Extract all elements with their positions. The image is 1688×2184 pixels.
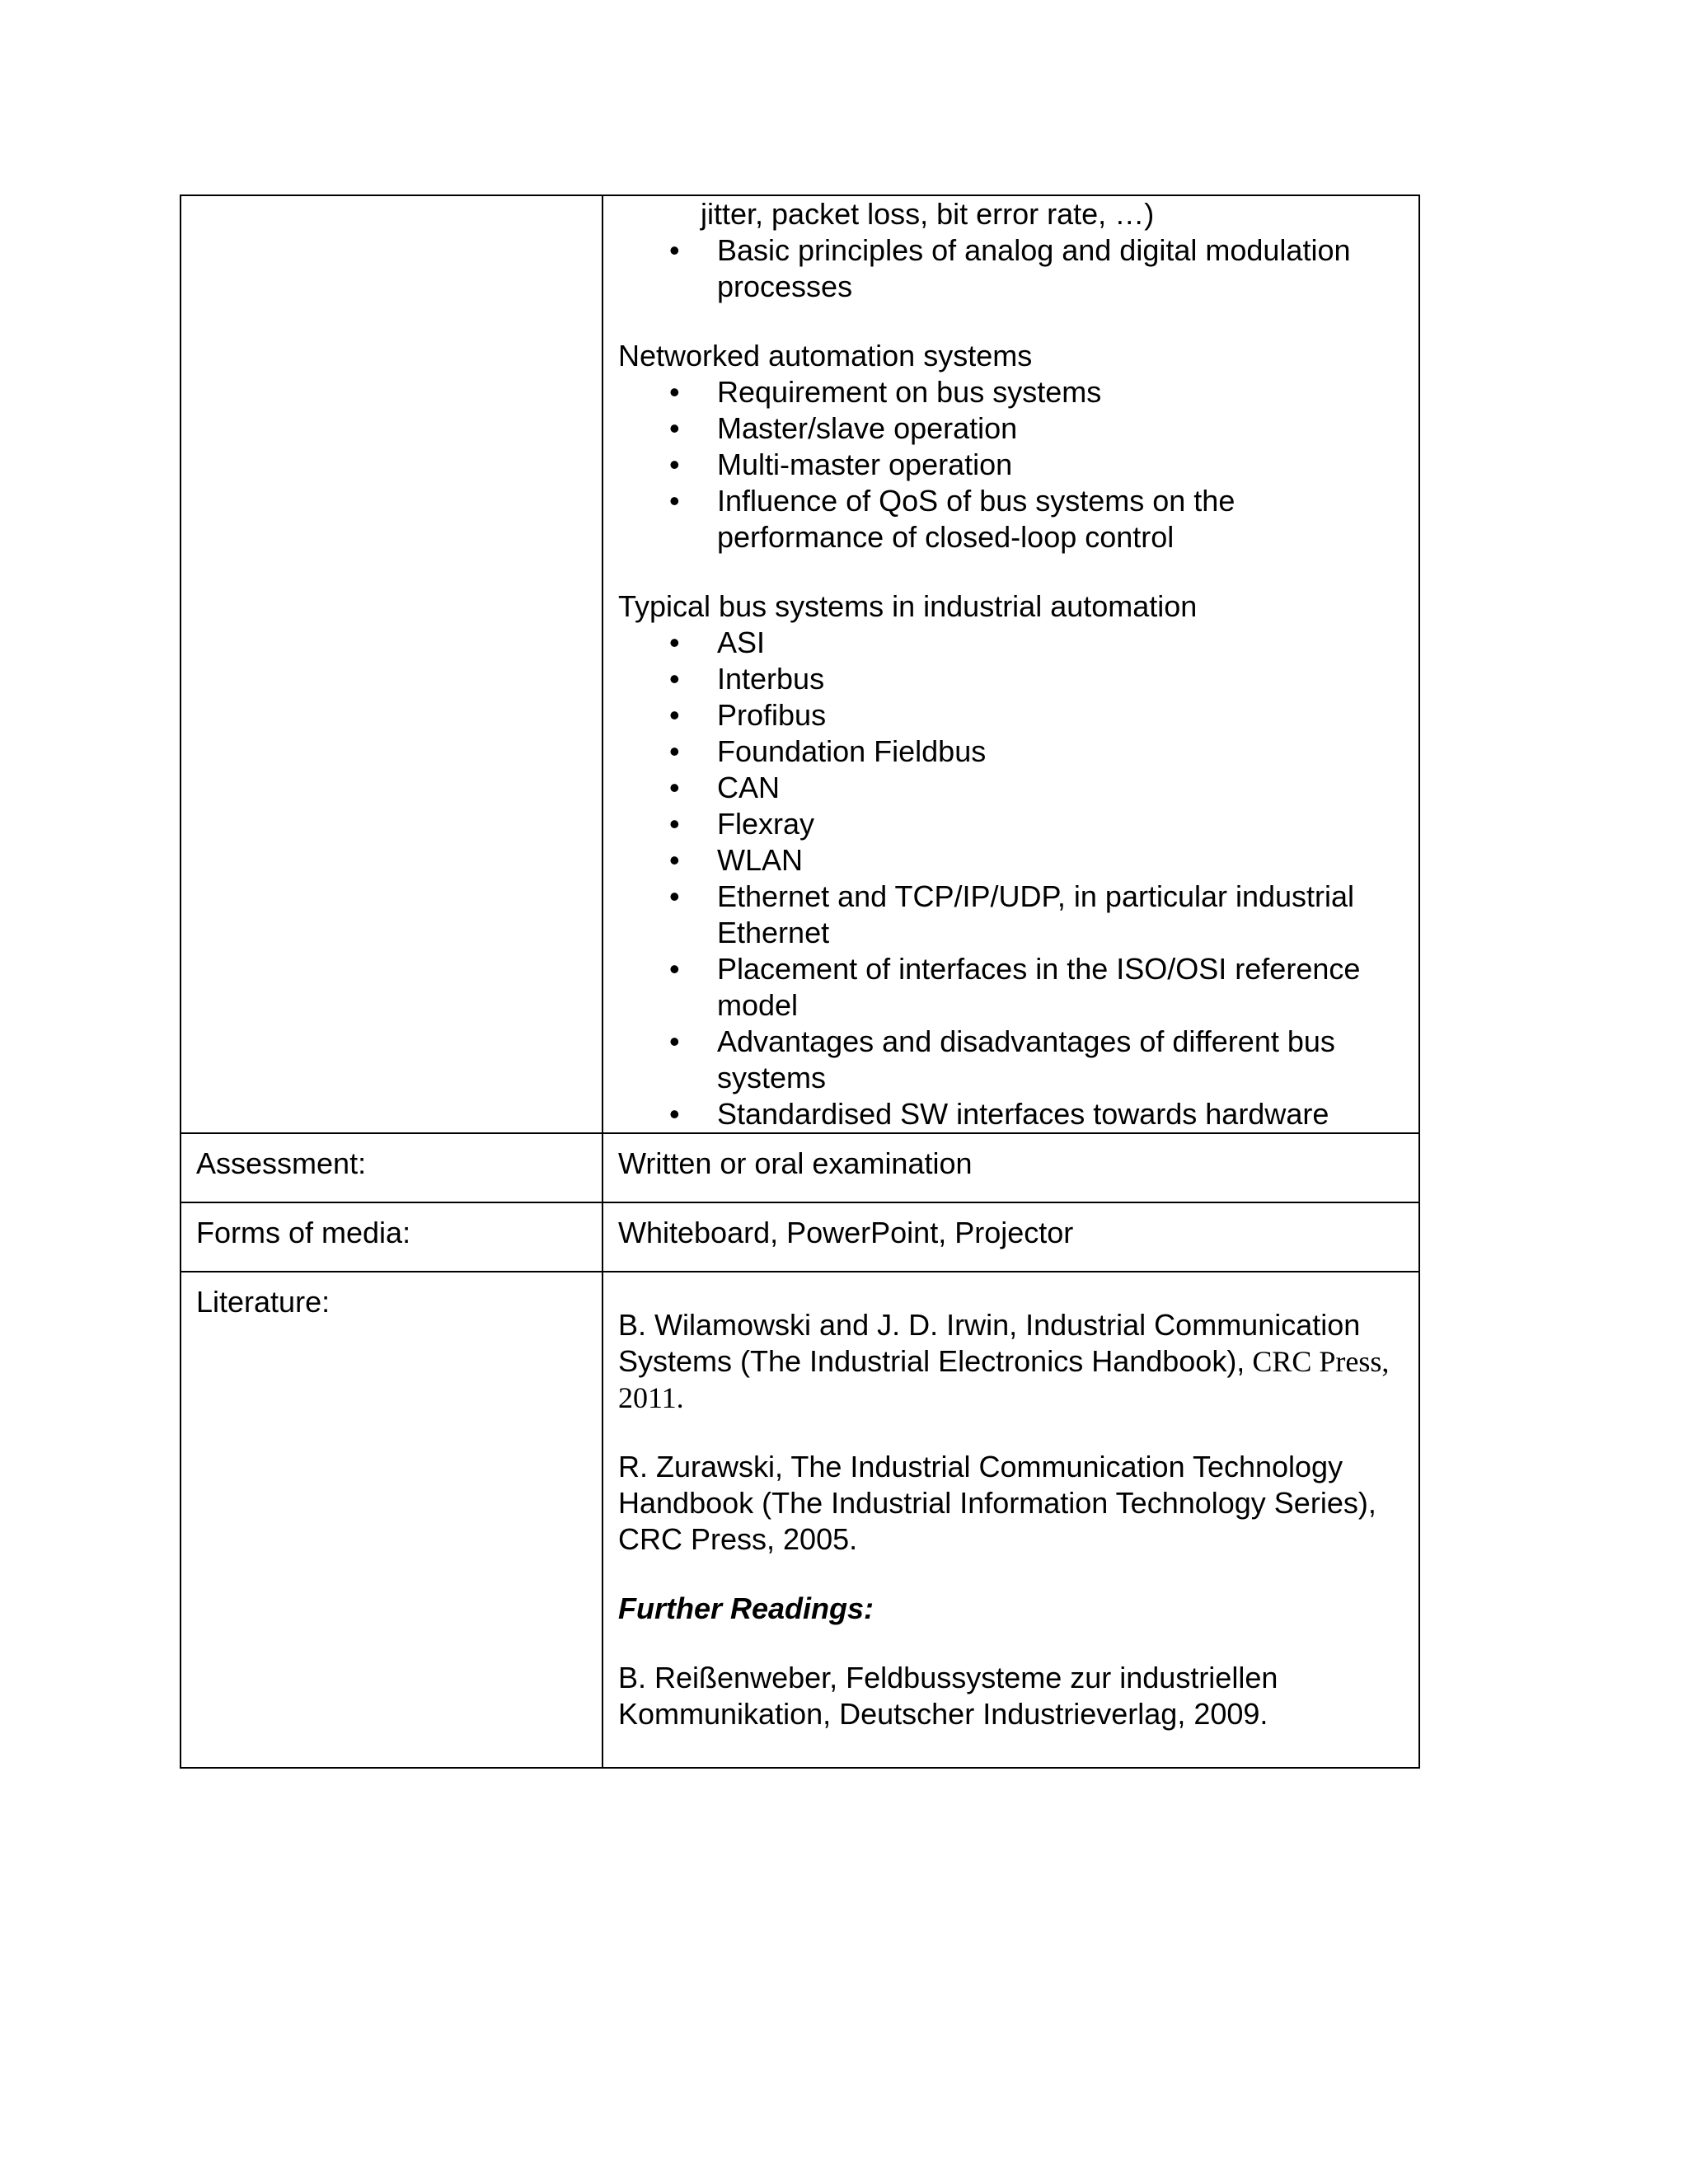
list-item: • Ethernet and TCP/IP/UDP, in particular industrial Ethernet <box>669 879 1355 949</box>
module-description-table <box>180 194 1420 1769</box>
bullet-icon: • <box>669 879 680 913</box>
further-reference-entry: B. Reißenweber, Feldbussysteme zur industriellen Kommunikation, Deutscher Industrieverlag, 2009. <box>618 1661 1278 1731</box>
section-heading-bus-systems: Typical bus systems in industrial automation <box>618 589 1198 623</box>
bullet-icon: • <box>669 771 680 804</box>
list-item: • Placement of interfaces in the ISO/OSI reference model <box>669 952 1361 1022</box>
list-item: • WLAN <box>669 843 804 877</box>
media-value: Whiteboard, PowerPoint, Projector <box>603 1202 1419 1272</box>
media-row <box>181 1202 1419 1272</box>
further-readings-heading: Further Readings: <box>618 1591 874 1625</box>
list-item: • Profibus <box>669 698 827 732</box>
bullet-icon: • <box>669 698 680 732</box>
assessment-row <box>181 1133 1419 1202</box>
literature-body <box>618 1284 1404 1732</box>
literature-row <box>181 1272 1419 1768</box>
bullet-icon: • <box>669 484 680 518</box>
reference-entry: B. Wilamowski and J. D. Irwin, Industrial Communication Systems (The Industrial Electronics Handbook), CRC Press, 2011. <box>618 1308 1390 1414</box>
literature-label: Literature: <box>181 1272 603 1768</box>
literature-cell <box>603 1272 1419 1768</box>
list-item: • Interbus <box>669 662 825 696</box>
section-heading-networked: Networked automation systems <box>618 339 1033 373</box>
reference-entry: R. Zurawski, The Industrial Communication Technology Handbook (The Industrial Information Technology Series), CRC Press, 2005. <box>618 1450 1376 1556</box>
networked-bullet-list <box>618 374 1404 555</box>
bus-systems-bullet-list <box>618 625 1404 1132</box>
bullet-icon: • <box>669 843 680 877</box>
bullet-icon: • <box>669 807 680 841</box>
list-item: • Basic principles of analog and digital modulation processes <box>669 233 1351 303</box>
bullet-icon: • <box>669 375 680 409</box>
list-item: • Requirement on bus systems <box>669 375 1102 409</box>
list-item: • Advantages and disadvantages of different bus systems <box>669 1024 1335 1094</box>
bullet-icon: • <box>669 1024 680 1058</box>
first-bullet-list <box>618 232 1404 305</box>
list-item: • Standardised SW interfaces towards hardware <box>669 1097 1329 1131</box>
content-row <box>181 195 1419 1133</box>
content-cell <box>603 195 1419 1133</box>
bullet-icon: • <box>669 448 680 481</box>
list-item: • Flexray <box>669 807 815 841</box>
list-item: • CAN <box>669 771 781 804</box>
bullet-icon: • <box>669 626 680 659</box>
bullet-icon: • <box>669 734 680 768</box>
assessment-value: Written or oral examination <box>603 1133 1419 1202</box>
continuation-text: jitter, packet loss, bit error rate, …) <box>701 197 1155 231</box>
list-item: • Multi-master operation <box>669 448 1013 481</box>
media-label: Forms of media: <box>181 1202 603 1272</box>
assessment-label: Assessment: <box>181 1133 603 1202</box>
list-item: • Influence of QoS of bus systems on the performance of closed-loop control <box>669 484 1236 554</box>
bullet-icon: • <box>669 233 680 267</box>
list-item: • ASI <box>669 626 766 659</box>
bullet-icon: • <box>669 411 680 445</box>
bullet-icon: • <box>669 662 680 696</box>
bullet-icon: • <box>669 952 680 986</box>
list-item: • Master/slave operation <box>669 411 1018 445</box>
content-label-cell <box>181 195 603 1133</box>
bullet-icon: • <box>669 1097 680 1131</box>
list-item: • Foundation Fieldbus <box>669 734 987 768</box>
